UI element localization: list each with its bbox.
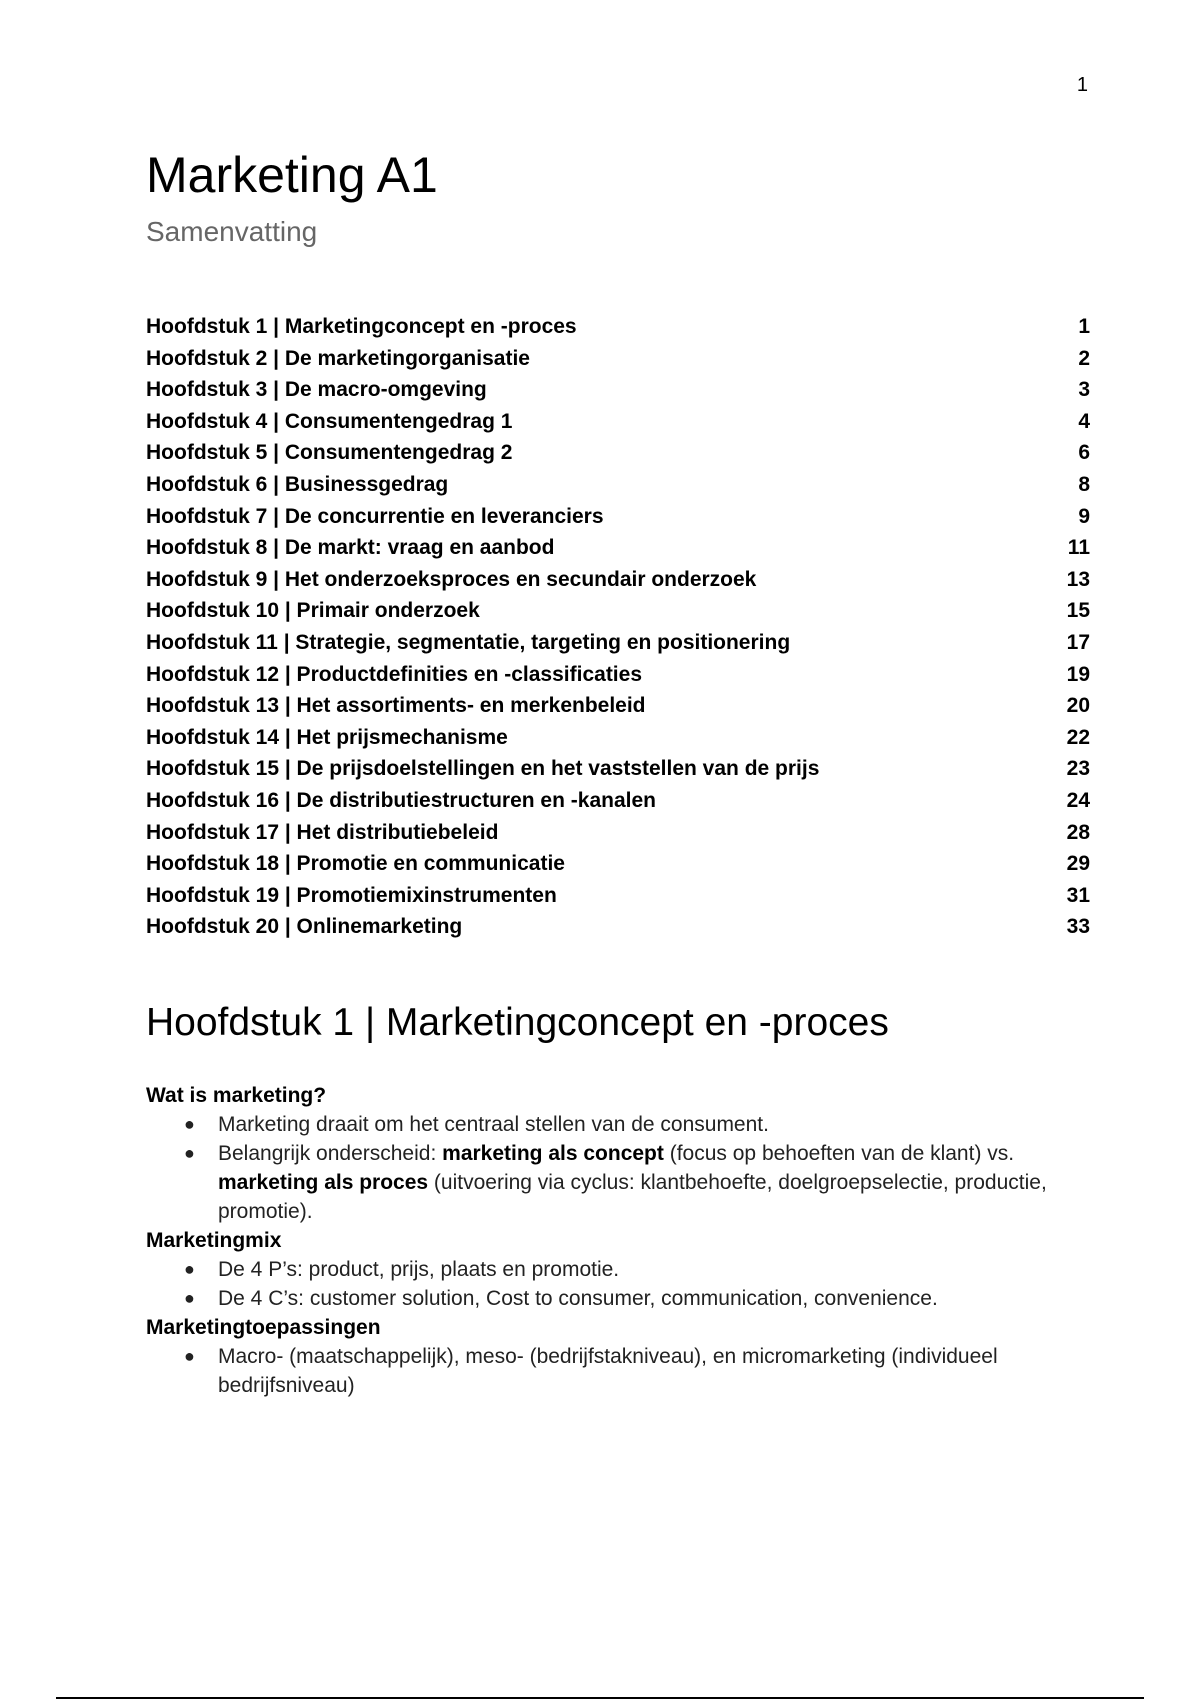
toc-entry-label: Hoofdstuk 7 | De concurrentie en leveranciers bbox=[146, 504, 604, 528]
bullet-item bbox=[146, 1342, 1090, 1400]
toc-entry[interactable] bbox=[146, 659, 1090, 691]
toc-entry-page: 15 bbox=[1066, 599, 1090, 623]
toc-entry[interactable] bbox=[146, 627, 1090, 659]
toc-entry-label: Hoofdstuk 1 | Marketingconcept en -proces bbox=[146, 315, 577, 338]
bullet-text: Belangrijk onderscheid: bbox=[218, 1141, 443, 1165]
chapter-heading: Hoofdstuk 1 | Marketingconcept en -proces bbox=[146, 1000, 889, 1044]
chapter-section bbox=[146, 1313, 1090, 1400]
section-title: Marketingmix bbox=[146, 1228, 282, 1252]
toc-entry-label: Hoofdstuk 13 | Het assortiments- en merkenbeleid bbox=[146, 694, 646, 718]
bullet-item bbox=[146, 1139, 1090, 1226]
toc-entry[interactable] bbox=[146, 880, 1090, 912]
toc-entry-label: Hoofdstuk 10 | Primair onderzoek bbox=[146, 599, 480, 623]
toc-entry-label: Hoofdstuk 19 | Promotiemixinstrumenten bbox=[146, 883, 557, 907]
bullet-dot-icon: ● bbox=[184, 1142, 195, 1163]
bullet-dot-icon: ● bbox=[184, 1287, 195, 1308]
toc-entry[interactable] bbox=[146, 469, 1090, 501]
toc-entry-page: 17 bbox=[1066, 630, 1090, 654]
toc-entry[interactable] bbox=[146, 374, 1090, 406]
toc-entry-label: Hoofdstuk 16 | De distributiestructuren en -kanalen bbox=[146, 788, 656, 812]
toc-entry[interactable] bbox=[146, 406, 1090, 438]
bullet-text: Marketing draait om het centraal stellen van de consument. bbox=[218, 1112, 769, 1136]
bullet-text: Macro- (maatschappelijk), meso- (bedrijfstakniveau), en micromarketing (individueel bedrijfsniveau) bbox=[218, 1344, 998, 1397]
toc-entry-label: Hoofdstuk 2 | De marketingorganisatie bbox=[146, 346, 530, 370]
bullet-dot-icon: ● bbox=[184, 1345, 195, 1366]
toc-entry-page: 31 bbox=[1066, 883, 1090, 907]
bullet-item bbox=[146, 1255, 1090, 1284]
document-content bbox=[146, 145, 1090, 1400]
chapter-section bbox=[146, 1081, 1090, 1226]
toc-entry-page: 8 bbox=[1078, 472, 1090, 496]
toc-entry-label: Hoofdstuk 20 | Onlinemarketing bbox=[146, 915, 463, 939]
toc-entry-page: 3 bbox=[1078, 378, 1090, 402]
toc-entry[interactable] bbox=[146, 311, 1090, 343]
bullet-dot-icon: ● bbox=[184, 1113, 195, 1134]
bullet-list bbox=[146, 1342, 1090, 1400]
toc-entry-page: 33 bbox=[1066, 915, 1090, 939]
toc-entry-page: 11 bbox=[1067, 536, 1090, 560]
bullet-text: (focus op behoeften van de klant) vs. bbox=[663, 1141, 1015, 1165]
toc-entry-label: Hoofdstuk 18 | Promotie en communicatie bbox=[146, 852, 565, 876]
toc-entry[interactable] bbox=[146, 911, 1090, 943]
toc-entry-label: Hoofdstuk 6 | Businessgedrag bbox=[146, 472, 449, 496]
toc-entry[interactable] bbox=[146, 532, 1090, 564]
toc-entry[interactable] bbox=[146, 785, 1090, 817]
toc-entry-page: 13 bbox=[1066, 567, 1090, 591]
toc-entry-page: 29 bbox=[1066, 852, 1090, 876]
page-number: 1 bbox=[1076, 74, 1088, 96]
toc-entry-label: Hoofdstuk 3 | De macro-omgeving bbox=[146, 378, 487, 402]
toc-entry[interactable] bbox=[146, 722, 1090, 754]
section-title: Marketingtoepassingen bbox=[146, 1315, 381, 1339]
toc-entry[interactable] bbox=[146, 690, 1090, 722]
bullet-item bbox=[146, 1110, 1090, 1139]
document-subtitle: Samenvatting bbox=[146, 216, 318, 247]
bullet-item bbox=[146, 1284, 1090, 1313]
toc-entry-label: Hoofdstuk 17 | Het distributiebeleid bbox=[146, 820, 499, 844]
section-title: Wat is marketing? bbox=[146, 1083, 327, 1107]
toc-entry-label: Hoofdstuk 5 | Consumentengedrag 2 bbox=[146, 441, 513, 465]
toc-entry-page: 4 bbox=[1078, 409, 1090, 433]
bullet-list bbox=[146, 1255, 1090, 1313]
chapter-sections bbox=[146, 1081, 1090, 1400]
bullet-list bbox=[146, 1110, 1090, 1226]
toc-entry-page: 19 bbox=[1066, 662, 1090, 686]
bullet-emphasis: marketing als proces bbox=[218, 1170, 429, 1194]
chapter-section bbox=[146, 1226, 1090, 1313]
toc-entry[interactable] bbox=[146, 343, 1090, 375]
toc-entry-page: 23 bbox=[1066, 757, 1090, 781]
bullet-text: De 4 P’s: product, prijs, plaats en promotie. bbox=[218, 1257, 620, 1281]
toc-entry-page: 24 bbox=[1066, 788, 1090, 812]
toc-entry-label: Hoofdstuk 4 | Consumentengedrag 1 bbox=[146, 409, 513, 433]
page-bottom-rule bbox=[56, 1697, 1144, 1699]
toc-entry[interactable] bbox=[146, 595, 1090, 627]
bullet-text: De 4 C’s: customer solution, Cost to consumer, communication, convenience. bbox=[218, 1286, 938, 1310]
toc-entry[interactable] bbox=[146, 564, 1090, 596]
toc-entry[interactable] bbox=[146, 753, 1090, 785]
toc-entry-page: 1 bbox=[1078, 315, 1090, 338]
toc-entry[interactable] bbox=[146, 848, 1090, 880]
toc-entry-label: Hoofdstuk 12 | Productdefinities en -classificaties bbox=[146, 662, 643, 686]
bullet-dot-icon: ● bbox=[184, 1258, 195, 1279]
toc-entry-page: 2 bbox=[1078, 346, 1090, 370]
toc-entry[interactable] bbox=[146, 437, 1090, 469]
toc-entry[interactable] bbox=[146, 501, 1090, 533]
toc-entry-label: Hoofdstuk 14 | Het prijsmechanisme bbox=[146, 725, 508, 749]
toc-entry[interactable] bbox=[146, 817, 1090, 849]
toc-entry-label: Hoofdstuk 11 | Strategie, segmentatie, targeting en positionering bbox=[146, 630, 791, 654]
table-of-contents bbox=[146, 311, 1090, 943]
toc-entry-page: 6 bbox=[1078, 441, 1090, 465]
toc-entry-label: Hoofdstuk 15 | De prijsdoelstellingen en het vaststellen van de prijs bbox=[146, 757, 820, 781]
toc-entry-page: 20 bbox=[1066, 694, 1090, 718]
toc-entry-page: 22 bbox=[1066, 725, 1090, 749]
toc-entry-page: 9 bbox=[1078, 504, 1090, 528]
toc-entry-page: 28 bbox=[1066, 820, 1090, 844]
document-title: Marketing A1 bbox=[146, 147, 438, 203]
bullet-text: (uitvoering via cyclus: klantbehoefte, doelgroepselectie, productie, promotie). bbox=[218, 1170, 1047, 1223]
toc-entry-label: Hoofdstuk 9 | Het onderzoeksproces en secundair onderzoek bbox=[146, 567, 757, 591]
bullet-emphasis: marketing als concept bbox=[442, 1141, 664, 1165]
toc-entry-label: Hoofdstuk 8 | De markt: vraag en aanbod bbox=[146, 536, 555, 560]
